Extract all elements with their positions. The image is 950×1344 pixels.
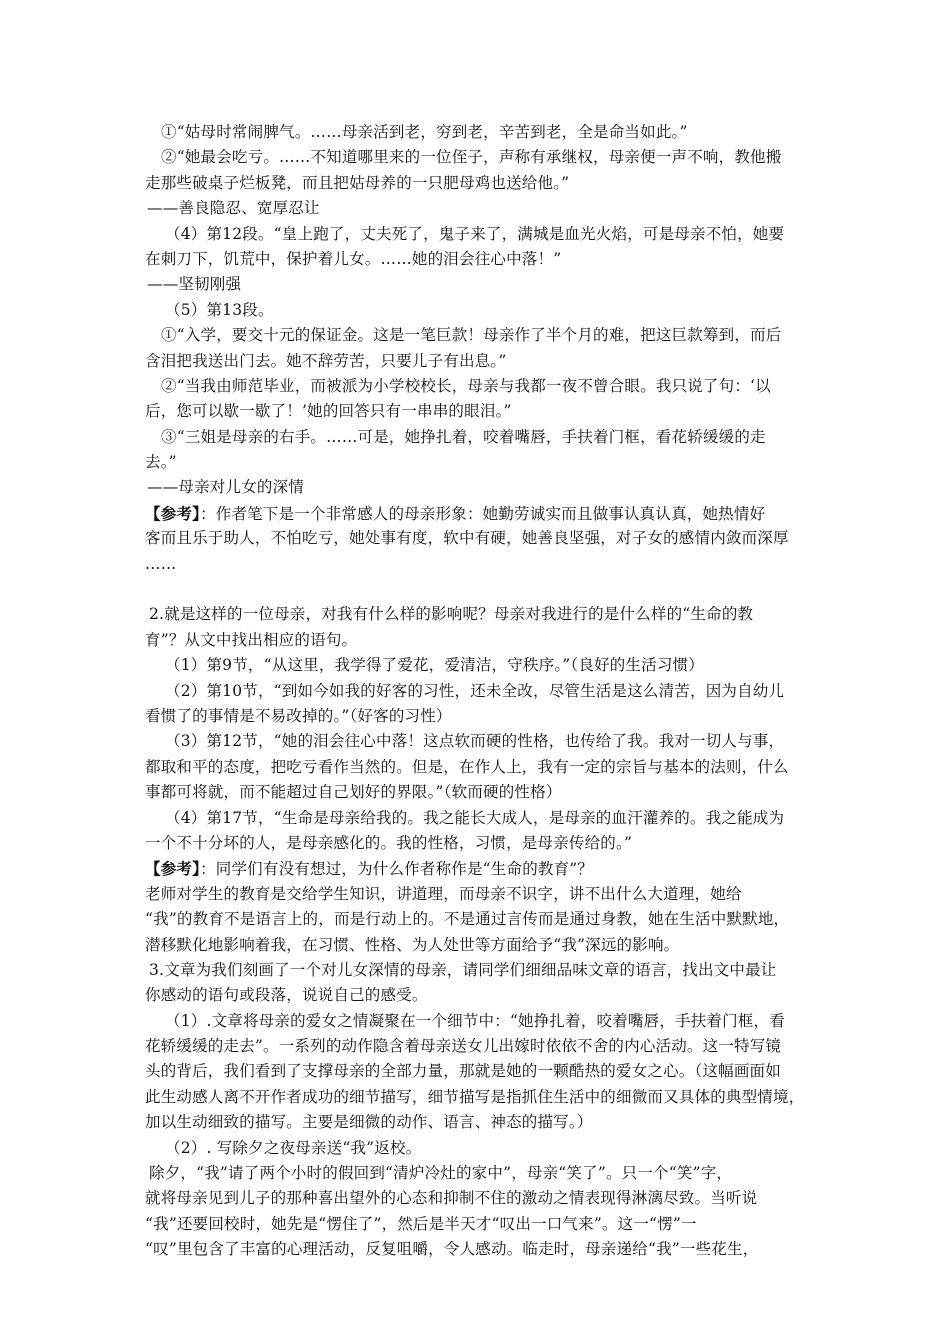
line-text: 此生动感人离不开作者成功的细节描写，细节描写是指抓住生活中的细微而又具体的典型情境， xyxy=(145,1087,805,1106)
text-line xyxy=(145,780,810,805)
text-line xyxy=(145,298,810,323)
line-text: 都取和平的态度，把吃亏看作当然的。但是，在作人上，我有一定的宗旨与基本的法则，什么 xyxy=(145,757,789,776)
line-text: ：作者笔下是一个非常感人的母亲形象：她勤劳诚实而且做事认真认真，她热情好 xyxy=(200,504,766,523)
line-text: …… xyxy=(145,554,177,573)
line-text: 你感动的语句或段落，说说自己的感受。 xyxy=(145,986,428,1005)
text-line xyxy=(145,552,810,577)
text-line xyxy=(145,983,810,1008)
text-line xyxy=(145,882,810,907)
reference-label: 【参考】 xyxy=(145,503,201,523)
line-text: 3.文章为我们刻画了一个对儿女深情的母亲，请同学们细细品味文章的语言，找出文中最让 xyxy=(149,960,777,979)
line-text: （1）第9节，“从这里，我学得了爱花，爱清洁，守秩序。”（良好的生活习惯） xyxy=(165,656,704,675)
text-line xyxy=(145,1034,810,1059)
text-line xyxy=(145,704,810,729)
line-text: ①“姑母时常闹脾气。……母亲活到老，穷到老，辛苦到老，全是命当如此。” xyxy=(161,123,688,141)
line-text: 2.就是这样的一位母亲，对我有什么样的影响呢？母亲对我进行的是什么样的“生命的教 xyxy=(149,605,754,624)
text-line xyxy=(145,120,810,145)
text-line xyxy=(145,1186,810,1211)
line-text: （3）第12节，“她的泪会往心中落！这点软而硬的性格，也传给了我。我对一切人与事， xyxy=(165,732,785,751)
text-line xyxy=(145,958,810,983)
line-text: 加以生动细致的描写。主要是细微的动作、语言、神态的描写。） xyxy=(145,1113,593,1132)
line-text: “我”的教育不是语言上的，而是行动上的。不是通过言传而是通过身教，她在生活中默默地， xyxy=(145,910,790,929)
line-text: （4）第12段。“皇上跑了，丈夫死了，鬼子来了，满城是血光火焰，可是母亲不怕，她要 xyxy=(165,224,785,243)
text-line xyxy=(145,831,810,856)
text-line xyxy=(145,1085,810,1110)
text-line xyxy=(145,602,810,627)
text-line xyxy=(145,323,810,348)
line-text: 事都可将就，而不能超过自己划好的界限。”（软而硬的性格） xyxy=(145,783,562,802)
line-text: ——母亲对儿女的深情 xyxy=(147,478,305,497)
line-text: 一个不十分坏的人，是母亲感化的。我的性格，习惯，是母亲传给的。” xyxy=(145,833,633,852)
line-text: 去。” xyxy=(145,453,177,472)
line-text: “叹”里包含了丰富的心理活动，反复咀嚼，令人感动。临走时，母亲递给“我”一些花生， xyxy=(145,1240,759,1259)
text-line xyxy=(145,806,810,831)
text-line xyxy=(145,1059,810,1084)
line-text: ①“入学，要交十元的保证金。这是一笔巨款！母亲作了半个月的难，把这巨款筹到，而后 xyxy=(161,326,782,345)
text-line xyxy=(145,577,810,602)
text-line xyxy=(145,1161,810,1186)
text-line xyxy=(145,679,810,704)
line-text: 老师对学生的教育是交给学生知识，讲道理，而母亲不识字，讲不出什么大道理，她给 xyxy=(145,884,742,903)
reference-label: 【参考】 xyxy=(145,859,201,879)
line-text: （2）. 写除夕之夜母亲送“我”返校。 xyxy=(165,1138,422,1157)
text-line xyxy=(145,247,810,272)
line-text: ②“她最会吃亏。……不知道哪里来的一位侄子，声称有承继权，母亲便一声不响，教他搬 xyxy=(161,148,782,167)
text-line xyxy=(145,755,810,780)
text-line xyxy=(145,1009,810,1034)
line-text: ：同学们有没有想过，为什么作者称作是“生命的教育”？ xyxy=(200,860,594,879)
text-line xyxy=(145,450,810,475)
line-text: （5）第13段。 xyxy=(165,300,274,319)
line-text: ②“当我由师范毕业，而被派为小学校校长，母亲与我都一夜不曾合眼。我只说了句：‘以 xyxy=(161,376,771,395)
line-text: ——善良隐忍、宽厚忍让 xyxy=(147,199,320,218)
line-text: 在刺刀下，饥荒中，保护着儿女。……她的泪会往心中落！” xyxy=(145,249,562,268)
line-text: 育”？从文中找出相应的语句。 xyxy=(145,630,358,649)
text-line xyxy=(145,374,810,399)
line-text: 走那些破桌子烂板凳，而且把姑母养的一只肥母鸡也送给他。” xyxy=(145,173,570,192)
text-line xyxy=(145,501,810,526)
text-line xyxy=(145,856,810,881)
line-text: （1）.文章将母亲的爱女之情凝聚在一个细节中：“她挣扎着，咬着嘴唇，手扶着门框，看 xyxy=(165,1011,785,1030)
text-line xyxy=(145,399,810,424)
text-line xyxy=(145,729,810,754)
text-line xyxy=(145,1136,810,1161)
text-line xyxy=(145,653,810,678)
document-page xyxy=(145,120,810,1263)
line-text: 头的背后，我们看到了支撑母亲的全部力量，那就是她的一颗酷热的爱女之心。（这幅画面如 xyxy=(145,1062,781,1081)
text-line xyxy=(145,171,810,196)
text-line xyxy=(145,475,810,500)
text-line xyxy=(145,1212,810,1237)
line-text: （4）第17节，“生命是母亲给我的。我之能长大成人，是母亲的血汗灌养的。我之能成为 xyxy=(165,808,785,827)
text-line xyxy=(145,1237,810,1262)
text-line xyxy=(145,222,810,247)
line-text: 看惯了的事情是不易改掉的。”（好客的习性） xyxy=(145,706,452,725)
text-line xyxy=(145,526,810,551)
line-text: 后，您可以歇一歇了！’她的回答只有一串串的眼泪。” xyxy=(145,402,512,421)
line-text: （2）第10节，“到如今如我的好客的习性，还未全改，尽管生活是这么清苦，因为自幼儿 xyxy=(165,681,785,700)
text-line xyxy=(145,145,810,170)
text-line xyxy=(145,272,810,297)
line-text: ③“三姐是母亲的右手。……可是，她挣扎着，咬着嘴唇，手扶着门框，看花轿缓缓的走 xyxy=(161,427,766,446)
line-text: 就将母亲见到儿子的那种喜出望外的心态和抑制不住的激动之情表现得淋漓尽致。当听说 xyxy=(145,1189,758,1208)
line-text: 花轿缓缓的走去”。一系列的动作隐含着母亲送女儿出嫁时依依不舍的内心活动。这一特写镜 xyxy=(145,1037,782,1056)
line-text: ——坚韧刚强 xyxy=(147,275,242,294)
text-line xyxy=(145,628,810,653)
text-line xyxy=(145,933,810,958)
line-text: 潜移默化地影响着我，在习惯、性格、为人处世等方面给予“我”深远的影响。 xyxy=(145,935,680,954)
line-text: 含泪把我送出门去。她不辞劳苦，只要儿子有出息。” xyxy=(145,351,507,370)
line-text: 除夕，“我”请了两个小时的假回到“清炉冷灶的家中”，母亲“笑了”。只一个“笑”字， xyxy=(149,1164,733,1183)
text-line xyxy=(145,907,810,932)
text-line xyxy=(145,349,810,374)
text-line xyxy=(145,425,810,450)
text-line xyxy=(145,196,810,221)
line-text: 客而且乐于助人，不怕吃亏，她处事有度，软中有硬，她善良坚强，对子女的感情内敛而深厚 xyxy=(145,529,789,548)
line-text: “我”还要回校时，她先是“愣住了”，然后是半天才“叹出一口气来”。这一“愣”一 xyxy=(145,1214,697,1233)
text-line xyxy=(145,1110,810,1135)
